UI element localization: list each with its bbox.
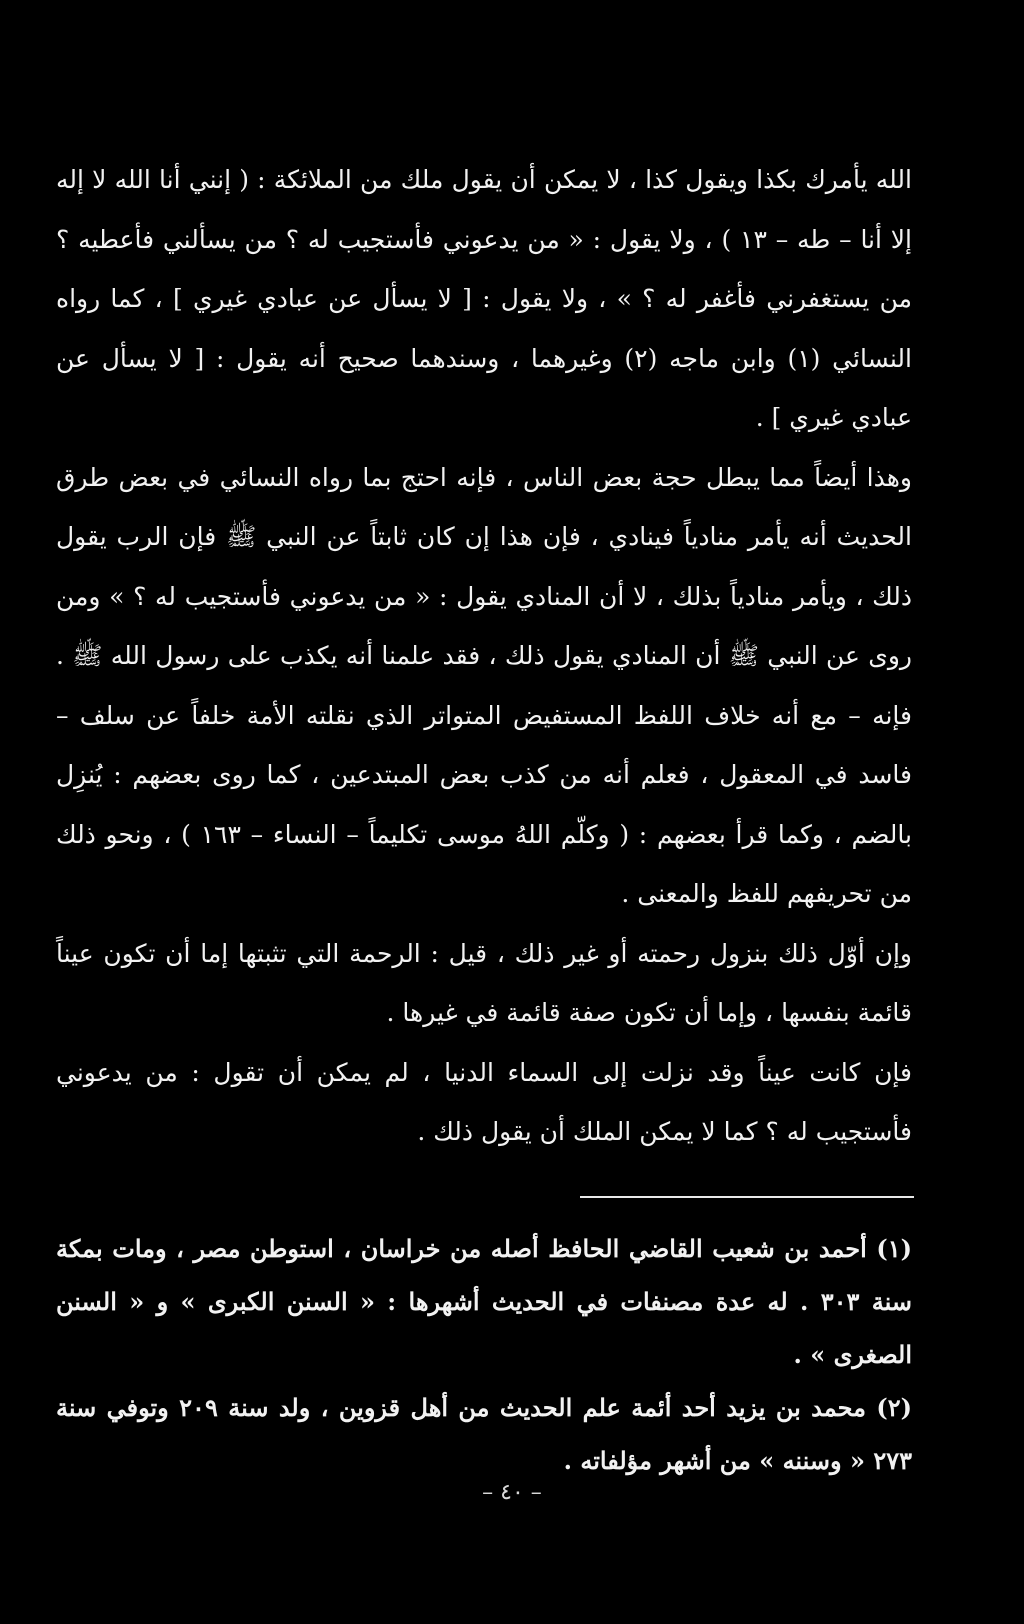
footnote: (٢) محمد بن يزيد أحد أئمة علم الحديث من أهل قزوين ، ولد سنة ٢٠٩ وتوفي سنة ٢٧٣ « وسننه » من أشهر مؤلفاته .	[56, 1393, 913, 1475]
footnotes	[56, 1222, 912, 1487]
paragraph: الله يأمرك بكذا ويقول كذا ، لا يمكن أن يقول ملك من الملائكة : ( إنني أنا الله لا إله إلا أنا – طه – ١٣ ) ، ولا يقول : « من يدعوني فأستجيب له ؟ من يسألني فأعطيه ؟ من يستغفرني فأغفر له ؟ » ، ولا يقول : [ لا يسأل عن عبادي غيري ] ، كما رواه النسائي (١) وابن ماجه (٢) وغيرهما ، وسندهما صحيح أنه يقول : [ لا يسأل عن عبادي غيري ] .	[56, 165, 912, 432]
main-text	[56, 150, 912, 1162]
page-number: – ٤٠ –	[482, 1480, 542, 1505]
footnote-divider	[580, 1196, 914, 1198]
footnote: (١) أحمد بن شعيب القاضي الحافظ أصله من خراسان ، استوطن مصر ، ومات بمكة سنة ٣٠٣ . له عدة مصنفات في الحديث أشهرها : « السنن الكبرى » و « السنن الصغرى » .	[56, 1234, 913, 1369]
paragraph: فإن كانت عيناً وقد نزلت إلى السماء الدنيا ، لم يمكن أن تقول : من يدعوني فأستجيب له ؟ كما لا يمكن الملك أن يقول ذلك .	[56, 1057, 912, 1146]
paragraph: وهذا أيضاً مما يبطل حجة بعض الناس ، فإنه احتج بما رواه النسائي في بعض طرق الحديث أنه يأمر منادياً فينادي ، فإن هذا إن كان ثابتاً عن النبي ﷺ فإن الرب يقول ذلك ، ويأمر منادياً بذلك ، لا أن المنادي يقول : « من يدعوني فأستجيب له ؟ » ومن روى عن النبي ﷺ أن المنادي يقول ذلك ، فقد علمنا أنه يكذب على رسول الله ﷺ . فإنه – مع أنه خلاف اللفظ المستفيض المتواتر الذي نقلته الأمة خلفاً عن سلف – فاسد في المعقول ، فعلم أنه من كذب بعض المبتدعين ، كما روى بعضهم : يُنزِل بالضم ، وكما قرأ بعضهم : ( وكلّم اللهُ موسى تكليماً – النساء – ١٦٣ ) ، ونحو ذلك من تحريفهم للفظ والمعنى .	[56, 462, 912, 908]
paragraph: وإن أوّل ذلك بنزول رحمته أو غير ذلك ، قيل : الرحمة التي تثبتها إما أن تكون عيناً قائمة بنفسها ، وإما أن تكون صفة قائمة في غيرها .	[56, 938, 912, 1027]
